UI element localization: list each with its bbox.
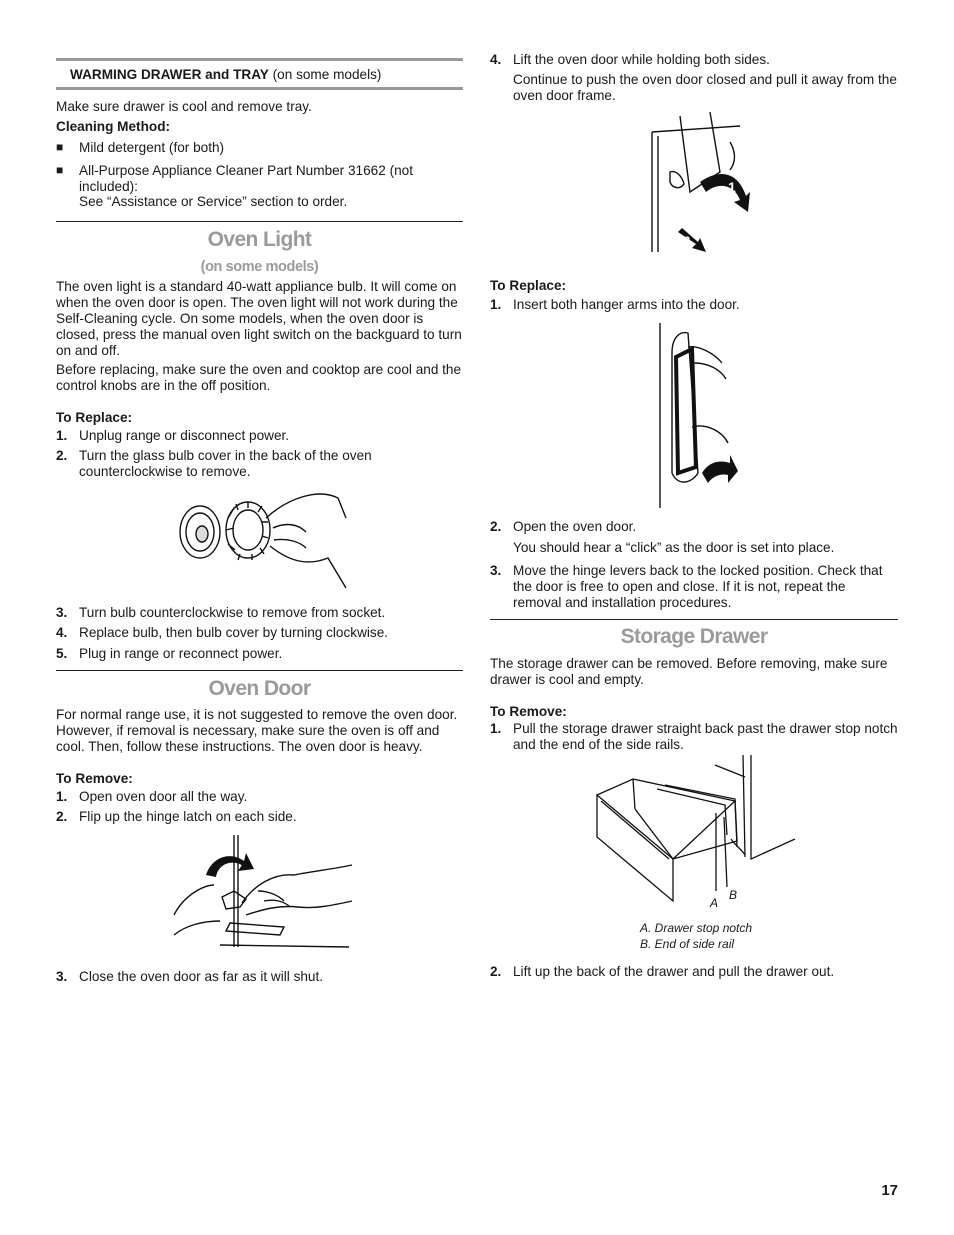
step-text: Unplug range or disconnect power. xyxy=(79,428,290,443)
step-text: Flip up the hinge latch on each side. xyxy=(79,809,297,824)
label-a: A xyxy=(710,896,719,910)
warming-drawer-heading xyxy=(70,67,381,83)
bulb-cover-illustration xyxy=(178,488,348,598)
step-number: 1. xyxy=(56,428,68,443)
oven-light-para2: Before replacing, make sure the oven and cooktop are cool and the control knobs are in the off position. xyxy=(56,362,462,393)
lift-door-illustration xyxy=(650,112,750,262)
step-text: Move the hinge levers back to the locked position. Check that the door is free to open and close. If it is not, repeat the removal and installation procedures. xyxy=(513,563,883,610)
hinge-latch-illustration xyxy=(174,835,354,950)
step-text: Lift the oven door while holding both sides. xyxy=(513,52,770,67)
step-text: Lift up the back of the drawer and pull the drawer out. xyxy=(513,964,835,979)
bullet-text: All-Purpose Appliance Cleaner Part Number 31662 (not included): xyxy=(79,163,413,194)
step-text: Close the oven door as far as it will shut. xyxy=(79,969,324,984)
section-divider xyxy=(56,670,463,671)
step-number: 5. xyxy=(56,646,68,661)
step4-detail: Continue to push the oven door closed and pull it away from the oven door frame. xyxy=(513,72,897,103)
step-text: Turn the glass bulb cover in the back of the oven counterclockwise to remove. xyxy=(79,448,372,479)
caption-b: B. End of side rail xyxy=(640,937,735,951)
arrow-label-1: 1 xyxy=(728,179,736,195)
cleaning-method-label: Cleaning Method: xyxy=(56,119,171,134)
step-number: 1. xyxy=(490,297,502,312)
step-number: 4. xyxy=(490,52,502,67)
storage-para: The storage drawer can be removed. Before removing, make sure drawer is cool and empty. xyxy=(490,656,888,687)
to-remove-label: To Remove: xyxy=(490,704,567,719)
step-text: Plug in range or reconnect power. xyxy=(79,646,283,661)
hanger-arms-illustration xyxy=(658,323,738,508)
step-number: 3. xyxy=(56,969,68,984)
step-text: Replace bulb, then bulb cover by turning clockwise. xyxy=(79,625,389,640)
oven-light-subtitle: (on some models) xyxy=(200,259,319,275)
step-text: Turn bulb counterclockwise to remove from socket. xyxy=(79,605,386,620)
warming-title-bold: WARMING DRAWER and TRAY xyxy=(70,67,269,82)
oven-door-title: Oven Door xyxy=(208,677,311,700)
to-remove-label: To Remove: xyxy=(56,771,133,786)
step2-detail: You should hear a “click” as the door is set into place. xyxy=(513,540,835,555)
label-b: B xyxy=(729,888,738,902)
bullet-text: Mild detergent (for both) xyxy=(79,140,225,155)
step-number: 3. xyxy=(56,605,68,620)
oven-light-title: Oven Light xyxy=(207,228,312,251)
step-number: 2. xyxy=(490,519,502,534)
warming-title-rest: (on some models) xyxy=(268,67,382,82)
bullet-square-icon: ■ xyxy=(56,140,64,154)
caption-a: A. Drawer stop notch xyxy=(640,921,753,935)
to-replace-label: To Replace: xyxy=(56,410,133,425)
step-number: 2. xyxy=(490,964,502,979)
page-number: 17 xyxy=(881,1182,898,1199)
step-text: Open the oven door. xyxy=(513,519,637,534)
to-replace-label: To Replace: xyxy=(490,278,567,293)
step-text: Insert both hanger arms into the door. xyxy=(513,297,740,312)
warming-intro: Make sure drawer is cool and remove tray. xyxy=(56,99,312,114)
step-number: 1. xyxy=(56,789,68,804)
step-number: 2. xyxy=(56,448,68,463)
arrow-label-2: 2 xyxy=(684,235,691,247)
storage-drawer-illustration xyxy=(595,755,795,910)
bullet-text-continued: See “Assistance or Service” section to order. xyxy=(79,194,348,209)
step-text: Pull the storage drawer straight back past the drawer stop notch and the end of the side rails. xyxy=(513,721,898,752)
step-number: 3. xyxy=(490,563,502,578)
storage-drawer-title: Storage Drawer xyxy=(620,625,768,648)
bullet-square-icon: ■ xyxy=(56,163,64,177)
section-divider xyxy=(490,619,898,620)
warming-drawer-banner xyxy=(56,58,463,90)
step-number: 4. xyxy=(56,625,68,640)
step-text: Open oven door all the way. xyxy=(79,789,248,804)
section-divider xyxy=(56,221,463,222)
step-number: 2. xyxy=(56,809,68,824)
oven-light-para1: The oven light is a standard 40-watt appliance bulb. It will come on when the oven door is open. The oven light will not work during the Self-Cleaning cycle. On some models, when the oven door is closed, press the manual oven light switch on the backguard to turn on and off. xyxy=(56,279,462,358)
oven-door-para: For normal range use, it is not suggested to remove the oven door. However, if removal is necessary, make sure the oven is off and cool. Then, follow these instructions. The oven door is heavy. xyxy=(56,707,458,754)
step-number: 1. xyxy=(490,721,502,736)
